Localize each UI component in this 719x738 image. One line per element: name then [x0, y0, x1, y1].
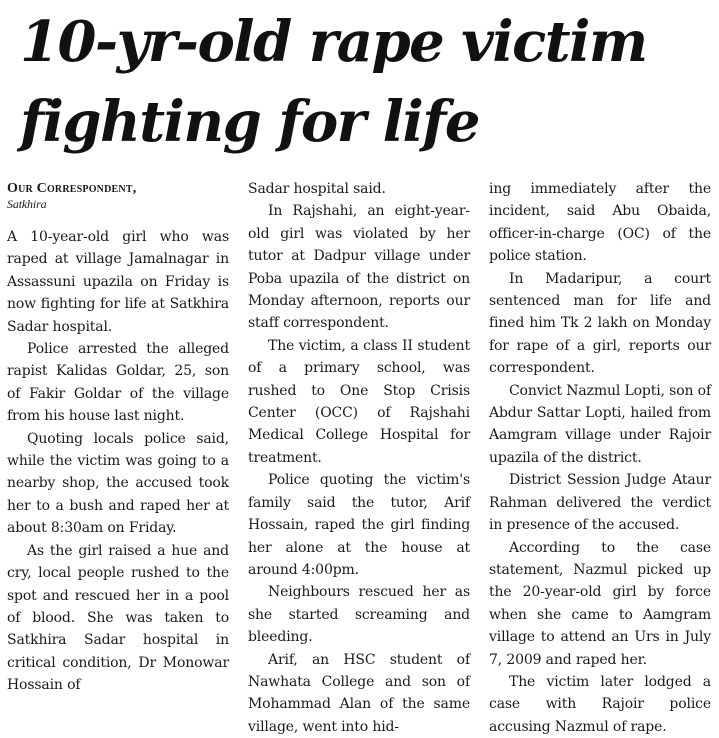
dateline: Satkhira	[7, 197, 47, 211]
article-column-1	[7, 180, 229, 720]
paragraph: ing immediately after the incident, said Abu Obaida, officer-in-charge (OC) of the police station.	[489, 181, 711, 265]
byline: Our Correspondent,	[7, 181, 137, 196]
paragraph: According to the case statement, Nazmul picked up the 20-year-old girl by force when she came to Aamgram village to attend an Urs in July 7, 2009 and raped her.	[489, 539, 711, 668]
paragraph: Police quoting the victim's family said the tutor, Arif Hossain, raped the girl finding her alone at the house at around 4:00pm.	[248, 472, 470, 578]
paragraph: In Rajshahi, an eight-year-old girl was violated by her tutor at Dadpur village under Poba upazila of the district on Monday afternoon, reports our staff correspondent.	[248, 203, 470, 332]
article-column-2	[248, 178, 470, 735]
paragraph: As the girl raised a hue and cry, local people rushed to the spot and rescued her in a pool of blood. She was taken to Satkhira Sadar hospital in critical condition, Dr Monowar Hossain of	[7, 542, 229, 694]
article-column-3	[489, 178, 711, 735]
paragraph: Sadar hospital said.	[248, 181, 386, 197]
paragraph: In Madaripur, a court sentenced man for life and fined him Tk 2 lakh on Monday for rape of a girl, reports our correspondent.	[489, 270, 711, 377]
paragraph: Police arrested the alleged rapist Kalidas Goldar, 25, son of Fakir Goldar of the village from his house last night.	[7, 341, 229, 425]
paragraph: Convict Nazmul Lopti, son of Abdur Sattar Lopti, hailed from Aamgram village under Rajoir upazila of the district.	[489, 382, 711, 466]
paragraph: The victim later lodged a case with Rajoir police accusing Nazmul of rape.	[489, 673, 711, 735]
paragraph: Neighbours rescued her as she started screaming and bleeding.	[248, 584, 470, 646]
headline: 10-yr-old rape victim fighting for life	[20, 9, 647, 155]
paragraph: A 10-year-old girl who was raped at village Jamalnagar in Assassuni upazila on Friday is now fighting for life at Satkhira Sadar hospital.	[7, 229, 229, 335]
paragraph: Quoting locals police said, while the victim was going to a nearby shop, the accused took her to a bush and raped her at about 8:30am on Friday.	[7, 430, 229, 537]
paragraph: The victim, a class II student of a primary school, was rushed to One Stop Crisis Center (OCC) of Rajshahi Medical College Hospital for treatment.	[248, 337, 470, 466]
paragraph: District Session Judge Ataur Rahman delivered the verdict in presence of the accused.	[489, 472, 711, 534]
paragraph: Arif, an HSC student of Nawhata College and son of Mohammad Alan of the same village, went into hid-	[248, 651, 470, 735]
